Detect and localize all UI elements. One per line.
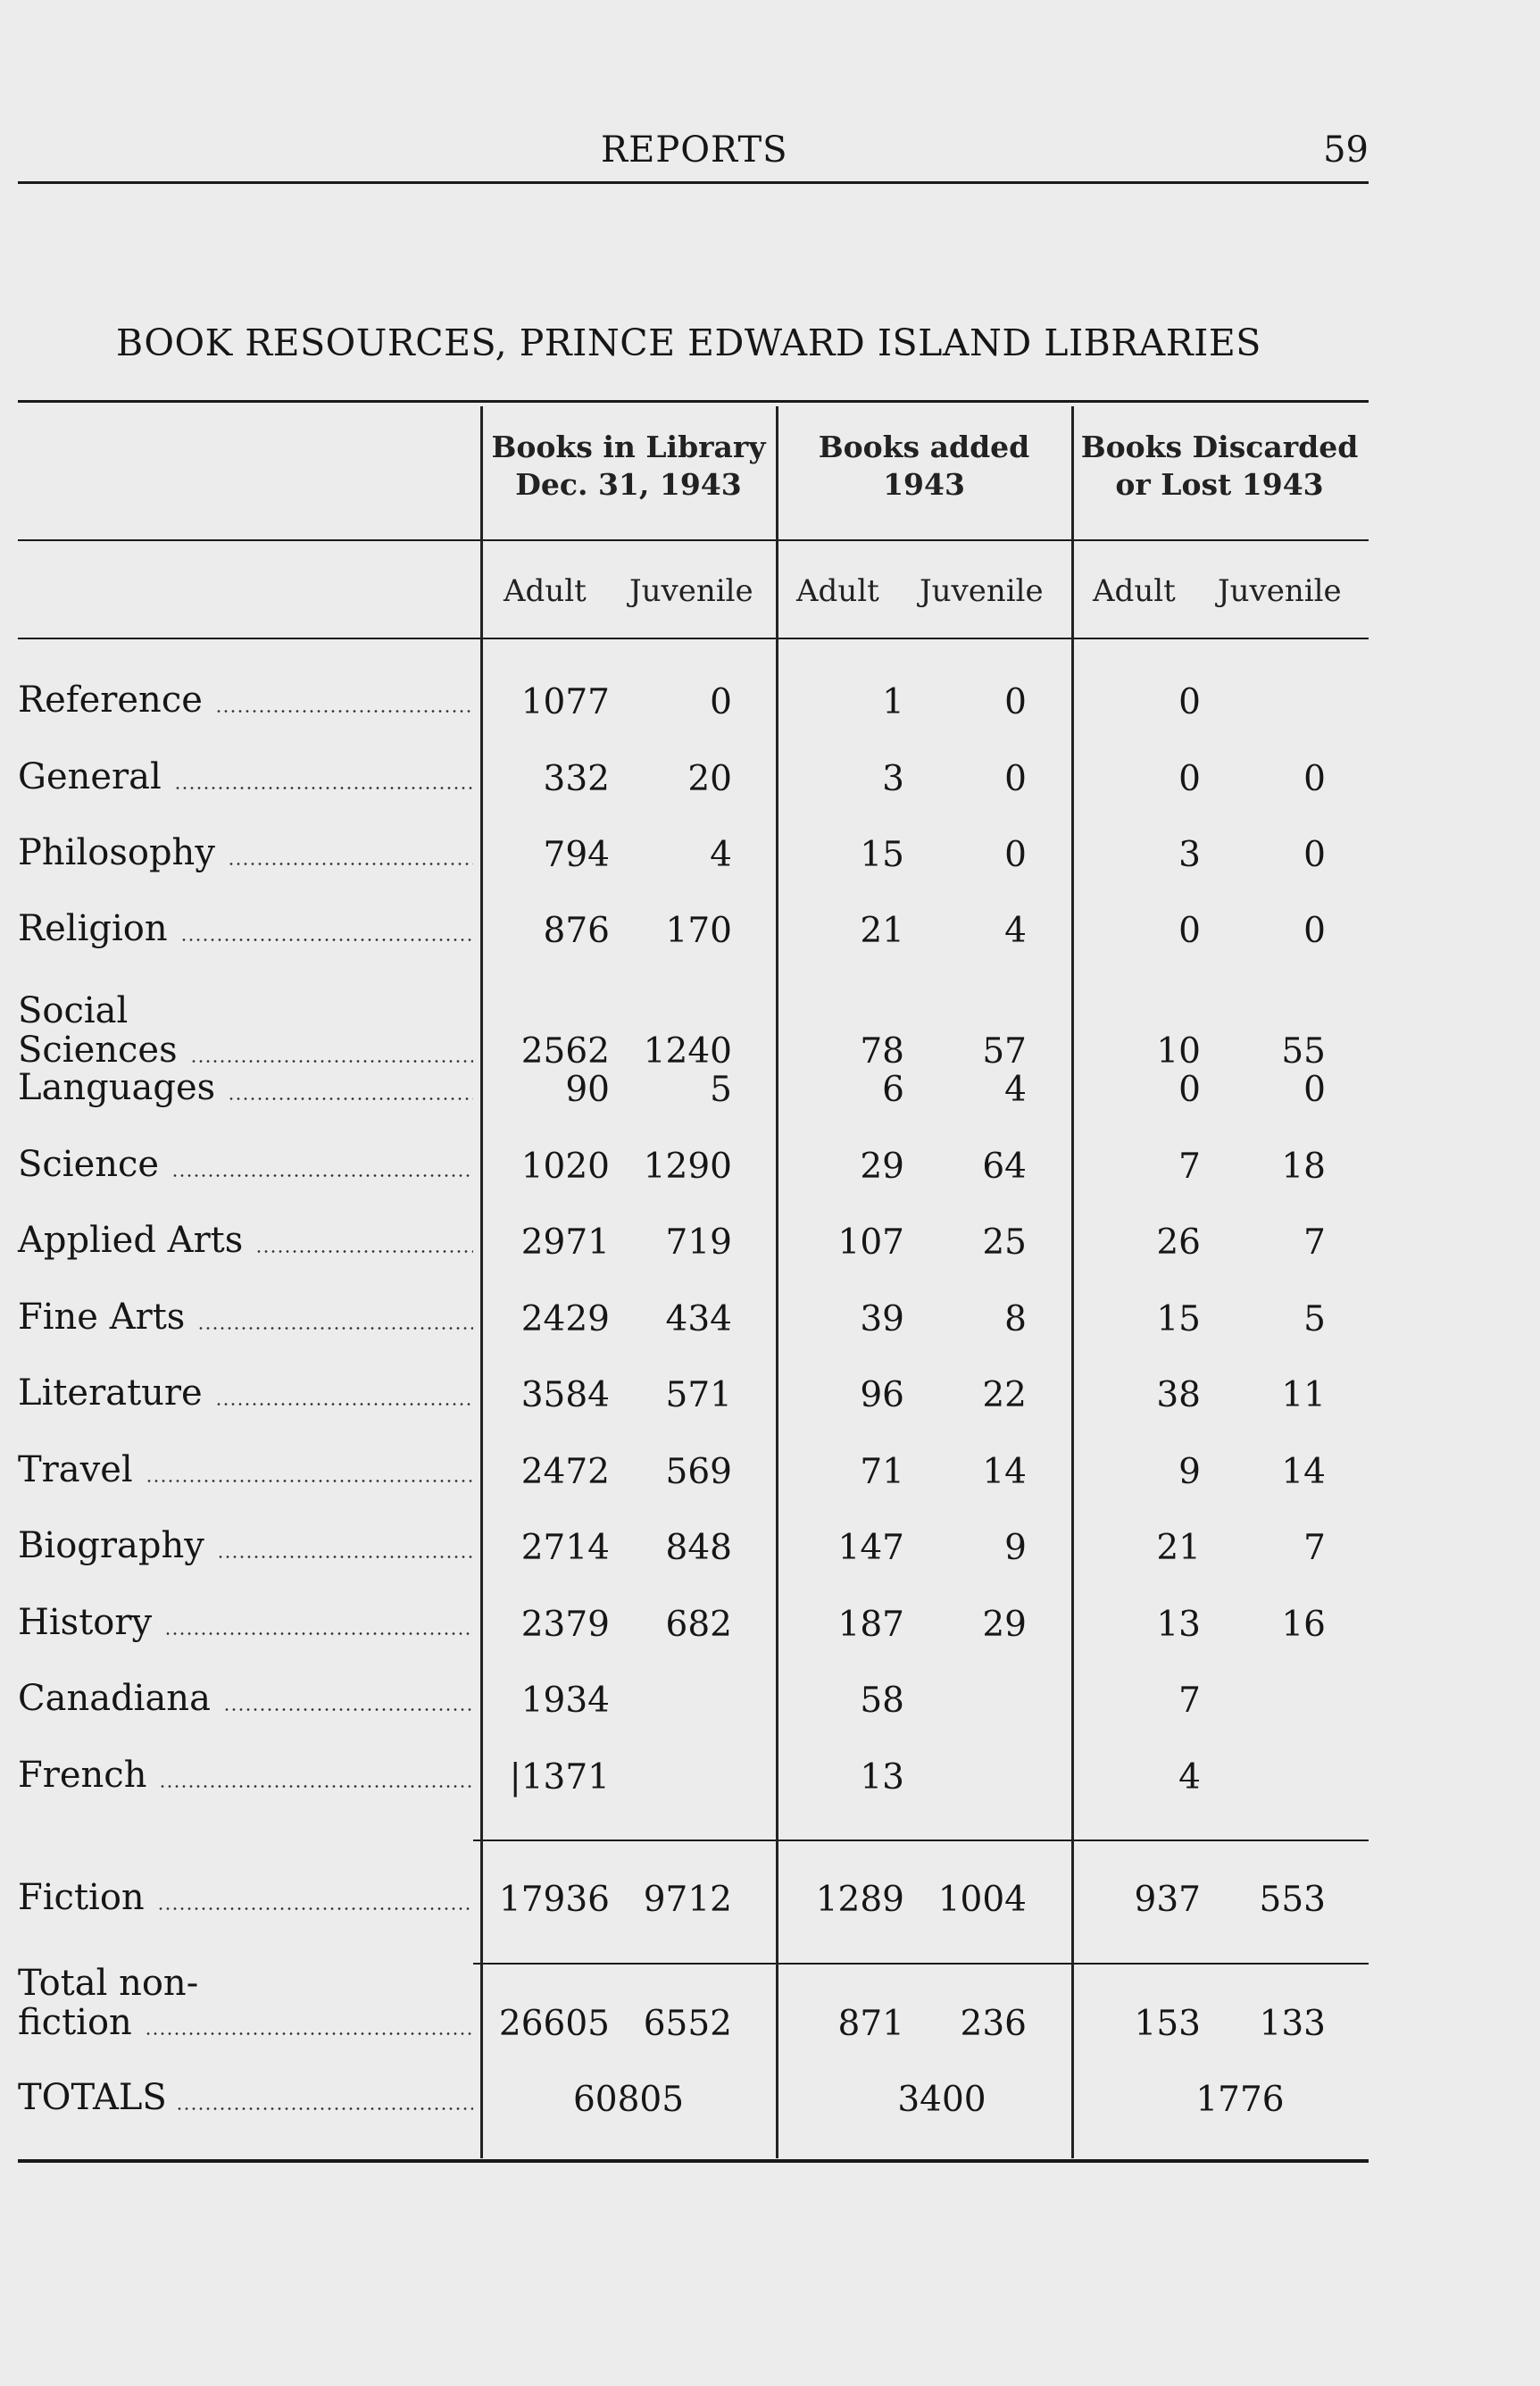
- table-cell: 107: [837, 1222, 904, 1263]
- row-label: [18, 909, 473, 948]
- table-cell: 90: [565, 1070, 610, 1110]
- fiction-top-rule: [473, 1840, 1369, 1841]
- totals-cell: 60805: [572, 2080, 685, 2120]
- row-label-line: Applied Arts: [18, 1220, 244, 1261]
- subheader-rule: [18, 638, 1369, 639]
- row-label: [18, 2078, 473, 2117]
- table-cell: 871: [837, 2004, 904, 2044]
- table-cell: 848: [665, 1528, 732, 1568]
- table-cell: 26: [1156, 1222, 1201, 1263]
- table-cell: 2714: [520, 1528, 610, 1568]
- dot-leader: [180, 939, 473, 941]
- table-cell: 26605: [498, 2004, 610, 2044]
- row-label: [18, 1878, 473, 1917]
- row-label: [18, 757, 473, 797]
- row-label-line: Total non-: [18, 1963, 199, 2004]
- column-divider-2: [776, 406, 778, 2158]
- row-label: [18, 1526, 473, 1565]
- row-label: [18, 1297, 473, 1337]
- table-cell: 7: [1303, 1528, 1326, 1568]
- table-cell: 14: [982, 1452, 1027, 1492]
- table-cell: 0: [1178, 911, 1201, 951]
- table-cell: 0: [1178, 759, 1201, 799]
- table-cell: 4: [710, 835, 732, 875]
- table-cell: 4: [1004, 1070, 1027, 1110]
- dot-leader: [174, 787, 473, 789]
- table-cell: 1077: [520, 682, 610, 722]
- table-cell: 0: [1004, 682, 1027, 722]
- table-cell: 6552: [643, 2004, 732, 2044]
- table-cell: 3: [882, 759, 904, 799]
- table-cell: 29: [982, 1605, 1027, 1645]
- column-group-header: [1078, 429, 1361, 504]
- table-cell: 187: [837, 1605, 904, 1645]
- table-cell: 15: [1156, 1299, 1201, 1339]
- table-cell: 20: [687, 759, 732, 799]
- table-cell: 78: [860, 1031, 904, 1072]
- table-cell: 4: [1004, 911, 1027, 951]
- table-cell: 1240: [643, 1031, 732, 1072]
- table-cell: 553: [1259, 1880, 1326, 1920]
- table-cell: 6: [882, 1070, 904, 1110]
- row-label-line: History: [18, 1602, 153, 1643]
- table-cell: 133: [1259, 2004, 1326, 2044]
- table-cell: 2379: [520, 1605, 610, 1645]
- dot-leader: [157, 1907, 473, 1910]
- dot-leader: [197, 1327, 473, 1330]
- table-cell: 0: [1303, 1070, 1326, 1110]
- row-label-line: Science: [18, 1144, 160, 1185]
- column-subheader: Adult: [796, 573, 879, 609]
- table-cell: 1289: [815, 1880, 904, 1920]
- table-cell: 7: [1303, 1222, 1326, 1263]
- table-cell: 0: [1178, 682, 1201, 722]
- table-cell: 147: [837, 1528, 904, 1568]
- table-cell: 0: [1303, 911, 1326, 951]
- table-cell: 719: [665, 1222, 732, 1263]
- group-header-line2: 1943: [883, 467, 965, 502]
- table-cell: 10: [1156, 1031, 1201, 1072]
- row-label: [18, 1373, 473, 1413]
- dot-leader: [228, 863, 473, 865]
- row-label-line: Reference: [18, 680, 203, 721]
- group-header-line1: Books in Library: [491, 430, 766, 464]
- dot-leader: [190, 1060, 473, 1063]
- table-cell: 2971: [520, 1222, 610, 1263]
- table-cell: 18: [1281, 1147, 1326, 1187]
- row-label-line: French: [18, 1755, 147, 1796]
- dot-leader: [145, 2032, 473, 2035]
- table-cell: 876: [543, 911, 610, 951]
- table-cell: 332: [543, 759, 610, 799]
- dot-leader: [159, 1785, 473, 1788]
- row-label-line: Languages: [18, 1067, 216, 1108]
- table-cell: 937: [1134, 1880, 1201, 1920]
- dot-leader: [228, 1097, 473, 1100]
- row-label-line: Social: [18, 990, 129, 1031]
- table-cell: 16: [1281, 1605, 1326, 1645]
- table-cell: 17936: [498, 1880, 610, 1920]
- row-label-line: Sciences: [18, 1030, 178, 1071]
- row-label-line: Biography: [18, 1525, 204, 1566]
- row-label: [18, 833, 473, 872]
- row-label: [18, 1145, 473, 1184]
- row-label: [18, 1964, 473, 2042]
- table-cell: 434: [665, 1299, 732, 1339]
- table-cell: 4: [1178, 1757, 1201, 1798]
- column-subheader: Juvenile: [920, 573, 1044, 609]
- column-group-header: [487, 429, 770, 504]
- table-cell: 96: [860, 1375, 904, 1415]
- column-subheader: Adult: [1093, 573, 1176, 609]
- table-cell: 0: [710, 682, 732, 722]
- table-cell: 38: [1156, 1375, 1201, 1415]
- table-cell: 0: [1303, 759, 1326, 799]
- row-label: [18, 991, 473, 1070]
- row-label: [18, 1679, 473, 1718]
- table-cell: 5: [710, 1070, 732, 1110]
- table-cell: 794: [543, 835, 610, 875]
- table-cell: 15: [860, 835, 904, 875]
- dot-leader: [146, 1480, 473, 1482]
- table-cell: 13: [1156, 1605, 1201, 1645]
- table-cell: 153: [1134, 2004, 1201, 2044]
- table-cell: 1004: [937, 1880, 1027, 1920]
- running-head: [18, 129, 1369, 183]
- table-cell: |1371: [509, 1757, 610, 1798]
- column-subheader: Juvenile: [629, 573, 753, 609]
- table-cell: 571: [665, 1375, 732, 1415]
- table-cell: 8: [1004, 1299, 1027, 1339]
- table-bottom-rule: [18, 2159, 1369, 2163]
- row-label: [18, 1221, 473, 1260]
- group-header-line2: Dec. 31, 1943: [515, 467, 742, 502]
- row-label: [18, 1450, 473, 1489]
- table-cell: 3584: [520, 1375, 610, 1415]
- table-cell: 236: [960, 2004, 1027, 2044]
- table-cell: 0: [1004, 759, 1027, 799]
- table-top-rule: [18, 400, 1369, 403]
- row-label-line: fiction: [18, 2002, 132, 2043]
- table-cell: 71: [860, 1452, 904, 1492]
- column-divider-3: [1071, 406, 1074, 2158]
- row-label-line: Philosophy: [18, 832, 215, 873]
- table-cell: 2562: [520, 1031, 610, 1072]
- column-group-header: [782, 429, 1066, 504]
- table-cell: 569: [665, 1452, 732, 1492]
- table-cell: 0: [1004, 835, 1027, 875]
- row-label-line: Literature: [18, 1372, 203, 1414]
- row-label: [18, 1603, 473, 1642]
- dot-leader: [171, 1174, 473, 1177]
- table-cell: 22: [982, 1375, 1027, 1415]
- table-cell: 7: [1178, 1681, 1201, 1721]
- table-cell: 13: [860, 1757, 904, 1798]
- table-cell: 7: [1178, 1147, 1201, 1187]
- dot-leader: [176, 2107, 473, 2110]
- row-label-line: Travel: [18, 1449, 133, 1490]
- running-head-rule: [18, 181, 1369, 184]
- row-label: [18, 1068, 473, 1107]
- table-cell: 1: [882, 682, 904, 722]
- table-cell: 55: [1281, 1031, 1326, 1072]
- table-title: BOOK RESOURCES, PRINCE EDWARD ISLAND LIBRARIES: [116, 321, 1261, 364]
- dot-leader: [223, 1708, 473, 1711]
- table-cell: 2429: [520, 1299, 610, 1339]
- table-cell: 39: [860, 1299, 904, 1339]
- table-cell: 3: [1178, 835, 1201, 875]
- table-cell: 14: [1281, 1452, 1326, 1492]
- group-header-line2: or Lost 1943: [1115, 467, 1324, 502]
- group-header-line1: Books added: [818, 430, 1030, 464]
- row-label: [18, 680, 473, 720]
- column-divider-1: [480, 406, 483, 2158]
- dot-leader: [215, 1403, 473, 1406]
- table-cell: 58: [860, 1681, 904, 1721]
- header-rule: [18, 539, 1369, 541]
- table-cell: 11: [1281, 1375, 1326, 1415]
- table-cell: 1290: [643, 1147, 732, 1187]
- nonfiction-top-rule: [473, 1963, 1369, 1965]
- row-label-line: General: [18, 756, 162, 797]
- totals-cell: 3400: [897, 2080, 986, 2120]
- table-cell: 0: [1303, 835, 1326, 875]
- row-label-line: Religion: [18, 908, 168, 949]
- table-cell: 1020: [520, 1147, 610, 1187]
- dot-leader: [255, 1250, 473, 1253]
- totals-label: TOTALS: [18, 2077, 167, 2118]
- table-cell: 9: [1004, 1528, 1027, 1568]
- table-cell: 0: [1178, 1070, 1201, 1110]
- table-cell: 29: [860, 1147, 904, 1187]
- table-cell: 9712: [643, 1880, 732, 1920]
- row-label-line: Fine Arts: [18, 1297, 186, 1338]
- row-label-line: Fiction: [18, 1877, 145, 1918]
- dot-leader: [217, 1556, 473, 1558]
- table-cell: 682: [665, 1605, 732, 1645]
- column-subheader: Juvenile: [1218, 573, 1342, 609]
- column-subheader: Adult: [504, 573, 587, 609]
- table-cell: 170: [665, 911, 732, 951]
- row-label-line: Canadiana: [18, 1678, 211, 1719]
- row-label: [18, 1756, 473, 1795]
- table-cell: 1934: [520, 1681, 610, 1721]
- table-cell: 9: [1178, 1452, 1201, 1492]
- page-number: 59: [1323, 129, 1369, 171]
- running-head-title: REPORTS: [601, 129, 788, 171]
- totals-cell: 1776: [1195, 2080, 1285, 2120]
- table-cell: 25: [982, 1222, 1027, 1263]
- dot-leader: [164, 1632, 473, 1635]
- table-cell: 5: [1303, 1299, 1326, 1339]
- table-cell: 64: [982, 1147, 1027, 1187]
- table-cell: 2472: [520, 1452, 610, 1492]
- table-cell: 57: [982, 1031, 1027, 1072]
- group-header-line1: Books Discarded: [1080, 430, 1359, 464]
- dot-leader: [215, 710, 473, 713]
- table-cell: 21: [1156, 1528, 1201, 1568]
- table-cell: 21: [860, 911, 904, 951]
